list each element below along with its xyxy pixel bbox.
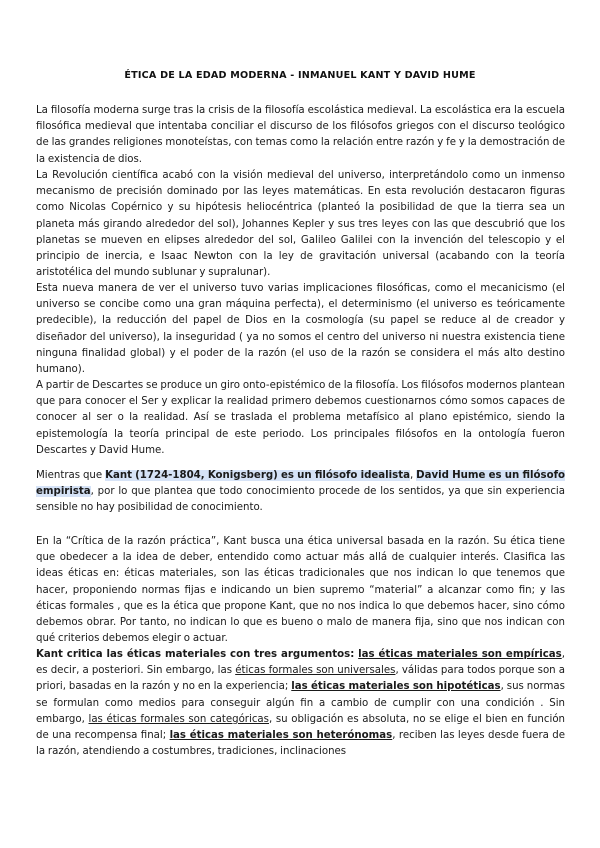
underline-universales: éticas formales son universales (235, 665, 396, 677)
paragraph-kant-hume (36, 468, 565, 517)
bold-kant-critique: Kant critica las éticas materiales con tres argumentos (36, 649, 351, 660)
text-run: , válidas para todos porque son a priori, basadas en la razón y no en la experiencia; (36, 665, 566, 693)
text-run: , reciben las leyes desde fuera de la razón, atendiendo a costumbres, tradiciones, inclinaciones (36, 730, 566, 758)
highlight-hume-empiricist: David Hume es un filósofo empirista (36, 470, 565, 498)
text-run: : (350, 649, 359, 660)
text-run: Mientras que (36, 470, 106, 481)
paragraph-intro: La filosofía moderna surge tras la crisis de la filosofía escolástica medieval. La escolástica era la escuela filosófica medieval que intentaba conciliar el discurso de los filósofos griegos con el discurso teológico de las grandes religiones monoteístas, con temas como la relación entre razón y fe y la demostración de la existencia de dios. (36, 105, 565, 165)
document-title: ÉTICA DE LA EDAD MODERNA - INMANUEL KANT Y DAVID HUME (124, 70, 476, 81)
underline-heteronomas: las éticas materiales son heterónomas (169, 730, 393, 742)
text-run: , por lo que plantea que todo conocimiento procede de los sentidos, ya que sin experiencia sensible no hay posibilidad de conocimiento. (36, 486, 565, 514)
paragraph-kant-critique (36, 647, 565, 760)
text-run: , sus normas se formulan como medios para conseguir algún fin a cambio de cumplir con una condición . Sin embargo, (36, 681, 565, 725)
paragraph-descartes: A partir de Descartes se produce un giro onto-epistémico de la filosofía. Los filósofos modernos plantean que para conocer el Ser y explicar la realidad primero debemos cuestionarnos cómo somos capaces de conocer al ser o la realidad. Así se traslada el problema metafísico al plano epistémico, siendo la epistemología la teoría principal de este periodo. Los principales filósofos en la ontología fueron Descartes y David Hume. (36, 380, 565, 456)
text-run: , (409, 470, 417, 481)
highlight-kant-idealist: Kant (1724-1804, Konigsberg) es un filósofo idealista (105, 470, 410, 481)
paragraph-practical-reason: En la “Crítica de la razón práctica”, Kant busca una ética universal basada en la razón. Su ética tiene que obedecer a la idea de deber, entendido como actuar más allá de cualquier interés. Clasifica las ideas éticas en: éticas materiales, son las éticas tradicionales que nos indican lo que tenemos que hacer, proponiendo normas fijas e indicando un bien supremo “material” a alcanzar como fin; y las éticas formales , que es la ética que propone Kant, que no nos indica lo que debemos hacer, sino cómo debemos obrar. Por tanto, no indican lo que es bueno o malo de manera fija, sino que nos indican con qué criterios debemos elegir o actuar. (36, 536, 565, 645)
paragraph-implications: Esta nueva manera de ver el universo tuvo varias implicaciones filosóficas, como el mecanicismo (el universo se concibe como una gran máquina perfecta), el determinismo (el universo es teóricamente predecible), la reducción del papel de Dios en la cosmología (su papel se reduce al de creador y diseñador del universo), la inseguridad ( ya no somos el centro del universo ni nuestra existencia tiene ninguna finalidad global) y el poder de la razón (el uso de la razón se considera el más alto destino humano). (36, 283, 565, 376)
underline-empiricas: las éticas materiales son empíricas (358, 649, 562, 660)
text-run: , su obligación es absoluta, no se elige el bien en función de una recompensa final; (36, 713, 566, 742)
underline-hipoteticas: las éticas materiales son hipotéticas (291, 681, 501, 693)
text-run: , es decir, a posteriori. Sin embargo, las (36, 649, 565, 677)
underline-categoricas: las éticas formales son categóricas (88, 713, 269, 725)
paragraph-scientific-revolution: La Revolución científica acabó con la visión medieval del universo, interpretándolo como un inmenso mecanismo de precisión dominado por las leyes matemáticas. En esta revolución destacaron figuras como Nicolas Copérnico y su hipótesis heliocéntrica (planteó la posibilidad de que la tierra sea un planeta más girando alrededor del sol), Johannes Kepler y sus tres leyes con las que descubrió que los planetas se mueven en elipses alrededor del sol, Galileo Galilei con la invención del telescopio y el principio de inercia, e Isaac Newton con la ley de gravitación universal (acabando con la teoría aristotélica del mundo sublunar y supralunar). (36, 170, 565, 279)
